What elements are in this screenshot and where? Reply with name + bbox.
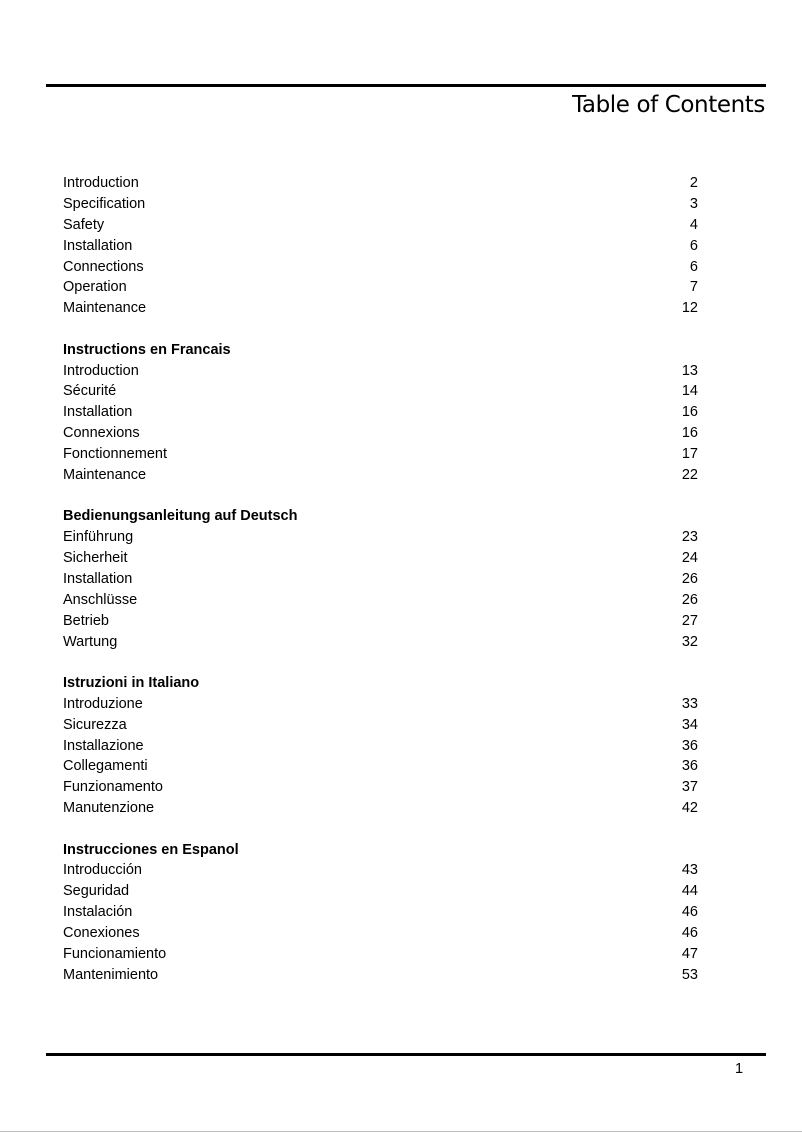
toc-entry-page: 13: [681, 362, 698, 379]
toc-entry[interactable]: [63, 881, 698, 902]
toc-entry-page: 6: [689, 237, 698, 254]
toc-entry-label: Introduction: [63, 362, 139, 379]
toc-entry[interactable]: [63, 736, 698, 757]
section-heading: Istruzioni in Italiano: [63, 674, 200, 691]
section-spacer: [63, 652, 698, 672]
page-edge: [0, 1131, 802, 1132]
toc-entry-label: Mantenimiento: [63, 966, 159, 983]
toc-entry[interactable]: [63, 902, 698, 923]
toc-entry-page: 33: [681, 695, 698, 712]
toc-entry-label: Introduzione: [63, 695, 143, 712]
toc-entry-page: 34: [681, 716, 698, 733]
toc-section-english: [63, 173, 698, 319]
toc-entry-page: 43: [681, 862, 698, 879]
toc-entry-label: Installation: [63, 237, 133, 254]
toc-entry-label: Connexions: [63, 425, 140, 442]
toc-entry[interactable]: [63, 548, 698, 569]
toc-entry[interactable]: [63, 965, 698, 986]
bottom-rule: [46, 1053, 766, 1056]
toc-entry-label: Collegamenti: [63, 758, 148, 775]
toc-entry-label: Safety: [63, 216, 105, 233]
section-spacer: [63, 319, 698, 339]
toc-entry-label: Sicherheit: [63, 550, 128, 567]
toc-entry-page: 2: [689, 175, 698, 191]
toc-entry[interactable]: [63, 194, 698, 215]
section-heading: Instrucciones en Espanol: [63, 841, 239, 858]
toc-entry-page: 36: [681, 737, 698, 754]
toc-entry-label: Einführung: [63, 529, 134, 546]
toc-entry-page: 16: [681, 404, 698, 421]
toc-entry[interactable]: [63, 277, 698, 298]
toc-entry[interactable]: [63, 527, 698, 548]
toc-entry[interactable]: [63, 361, 698, 382]
toc-entry-label: Maintenance: [63, 466, 147, 483]
toc-entry-label: Maintenance: [63, 300, 147, 317]
toc-entry-label: Manutenzione: [63, 800, 155, 817]
toc-entry[interactable]: [63, 257, 698, 278]
toc-entry-page: 26: [681, 570, 698, 587]
section-heading: Instructions en Francais: [63, 341, 231, 358]
toc-entry[interactable]: [63, 236, 698, 257]
toc-entry[interactable]: [63, 777, 698, 798]
toc-entry-page: 7: [689, 279, 698, 296]
toc-entry-page: 53: [681, 966, 698, 983]
toc-entry[interactable]: [63, 756, 698, 777]
toc-entry-label: Operation: [63, 279, 127, 296]
toc-entry-page: 27: [681, 612, 698, 629]
toc-entry[interactable]: [63, 860, 698, 881]
toc-entry-page: 22: [681, 466, 698, 483]
toc-entry-label: Funcionamiento: [63, 945, 167, 962]
toc-entry-page: 3: [689, 195, 698, 212]
toc-entry-label: Instalación: [63, 904, 133, 921]
section-spacer: [63, 486, 698, 506]
toc-entry-label: Seguridad: [63, 883, 130, 900]
toc-entry-label: Installation: [63, 404, 133, 421]
toc-entry-label: Betrieb: [63, 612, 109, 629]
toc-entry-page: 42: [681, 800, 698, 817]
toc-entry-page: 32: [681, 633, 698, 650]
toc-entry-page: 17: [681, 446, 698, 463]
toc-entry[interactable]: [63, 423, 698, 444]
toc-section-german: [63, 506, 698, 652]
toc-entry[interactable]: [63, 402, 698, 423]
toc-entry-label: Conexiones: [63, 925, 140, 942]
toc-entry[interactable]: [63, 215, 698, 236]
toc-section-french: [63, 340, 698, 486]
toc-entry-page: 23: [681, 529, 698, 546]
toc-entry-label: Anschlüsse: [63, 591, 138, 608]
toc-section-italian: [63, 673, 698, 819]
toc-entry-label: Wartung: [63, 633, 118, 650]
toc-entry-label: Fonctionnement: [63, 446, 167, 463]
toc-entry-label: Connections: [63, 258, 144, 275]
toc-entry-label: Introduction: [63, 175, 139, 191]
page-number: 1: [735, 1061, 744, 1077]
toc-entry-label: Funzionamento: [63, 779, 163, 796]
toc-entry-label: Specification: [63, 195, 146, 212]
section-heading: Bedienungsanleitung auf Deutsch: [63, 508, 298, 525]
toc-entry[interactable]: [63, 173, 698, 194]
toc-entry-label: Installation: [63, 570, 133, 587]
toc-entry[interactable]: [63, 590, 698, 611]
toc-entry[interactable]: [63, 715, 698, 736]
toc-entry-label: Sicurezza: [63, 716, 127, 733]
table-of-contents: [63, 173, 698, 986]
toc-entry-page: 24: [681, 550, 698, 567]
toc-entry[interactable]: [63, 944, 698, 965]
toc-entry[interactable]: [63, 798, 698, 819]
toc-entry-label: Introducción: [63, 862, 142, 879]
toc-entry[interactable]: [63, 298, 698, 319]
toc-entry-page: 16: [681, 425, 698, 442]
toc-entry-page: 37: [681, 779, 698, 796]
toc-entry[interactable]: [63, 381, 698, 402]
toc-entry-page: 4: [689, 216, 698, 233]
toc-entry-page: 6: [689, 258, 698, 275]
top-rule: [46, 84, 766, 87]
toc-entry-page: 46: [681, 904, 698, 921]
toc-entry[interactable]: [63, 694, 698, 715]
toc-entry-label: Sécurité: [63, 383, 117, 400]
toc-entry-page: 12: [681, 300, 698, 317]
toc-entry[interactable]: [63, 611, 698, 632]
toc-entry-page: 14: [681, 383, 698, 400]
toc-entry[interactable]: [63, 465, 698, 486]
toc-entry-page: 47: [681, 945, 698, 962]
toc-entry[interactable]: [63, 444, 698, 465]
toc-entry-page: 26: [681, 591, 698, 608]
toc-section-spanish: [63, 840, 698, 986]
toc-entry-page: 36: [681, 758, 698, 775]
page-title: Table of Contents: [572, 92, 765, 118]
toc-entry-page: 46: [681, 925, 698, 942]
toc-entry[interactable]: [63, 569, 698, 590]
section-spacer: [63, 819, 698, 839]
toc-entry[interactable]: [63, 923, 698, 944]
toc-entry-page: 44: [681, 883, 698, 900]
toc-entry[interactable]: [63, 632, 698, 653]
toc-entry-label: Installazione: [63, 737, 144, 754]
